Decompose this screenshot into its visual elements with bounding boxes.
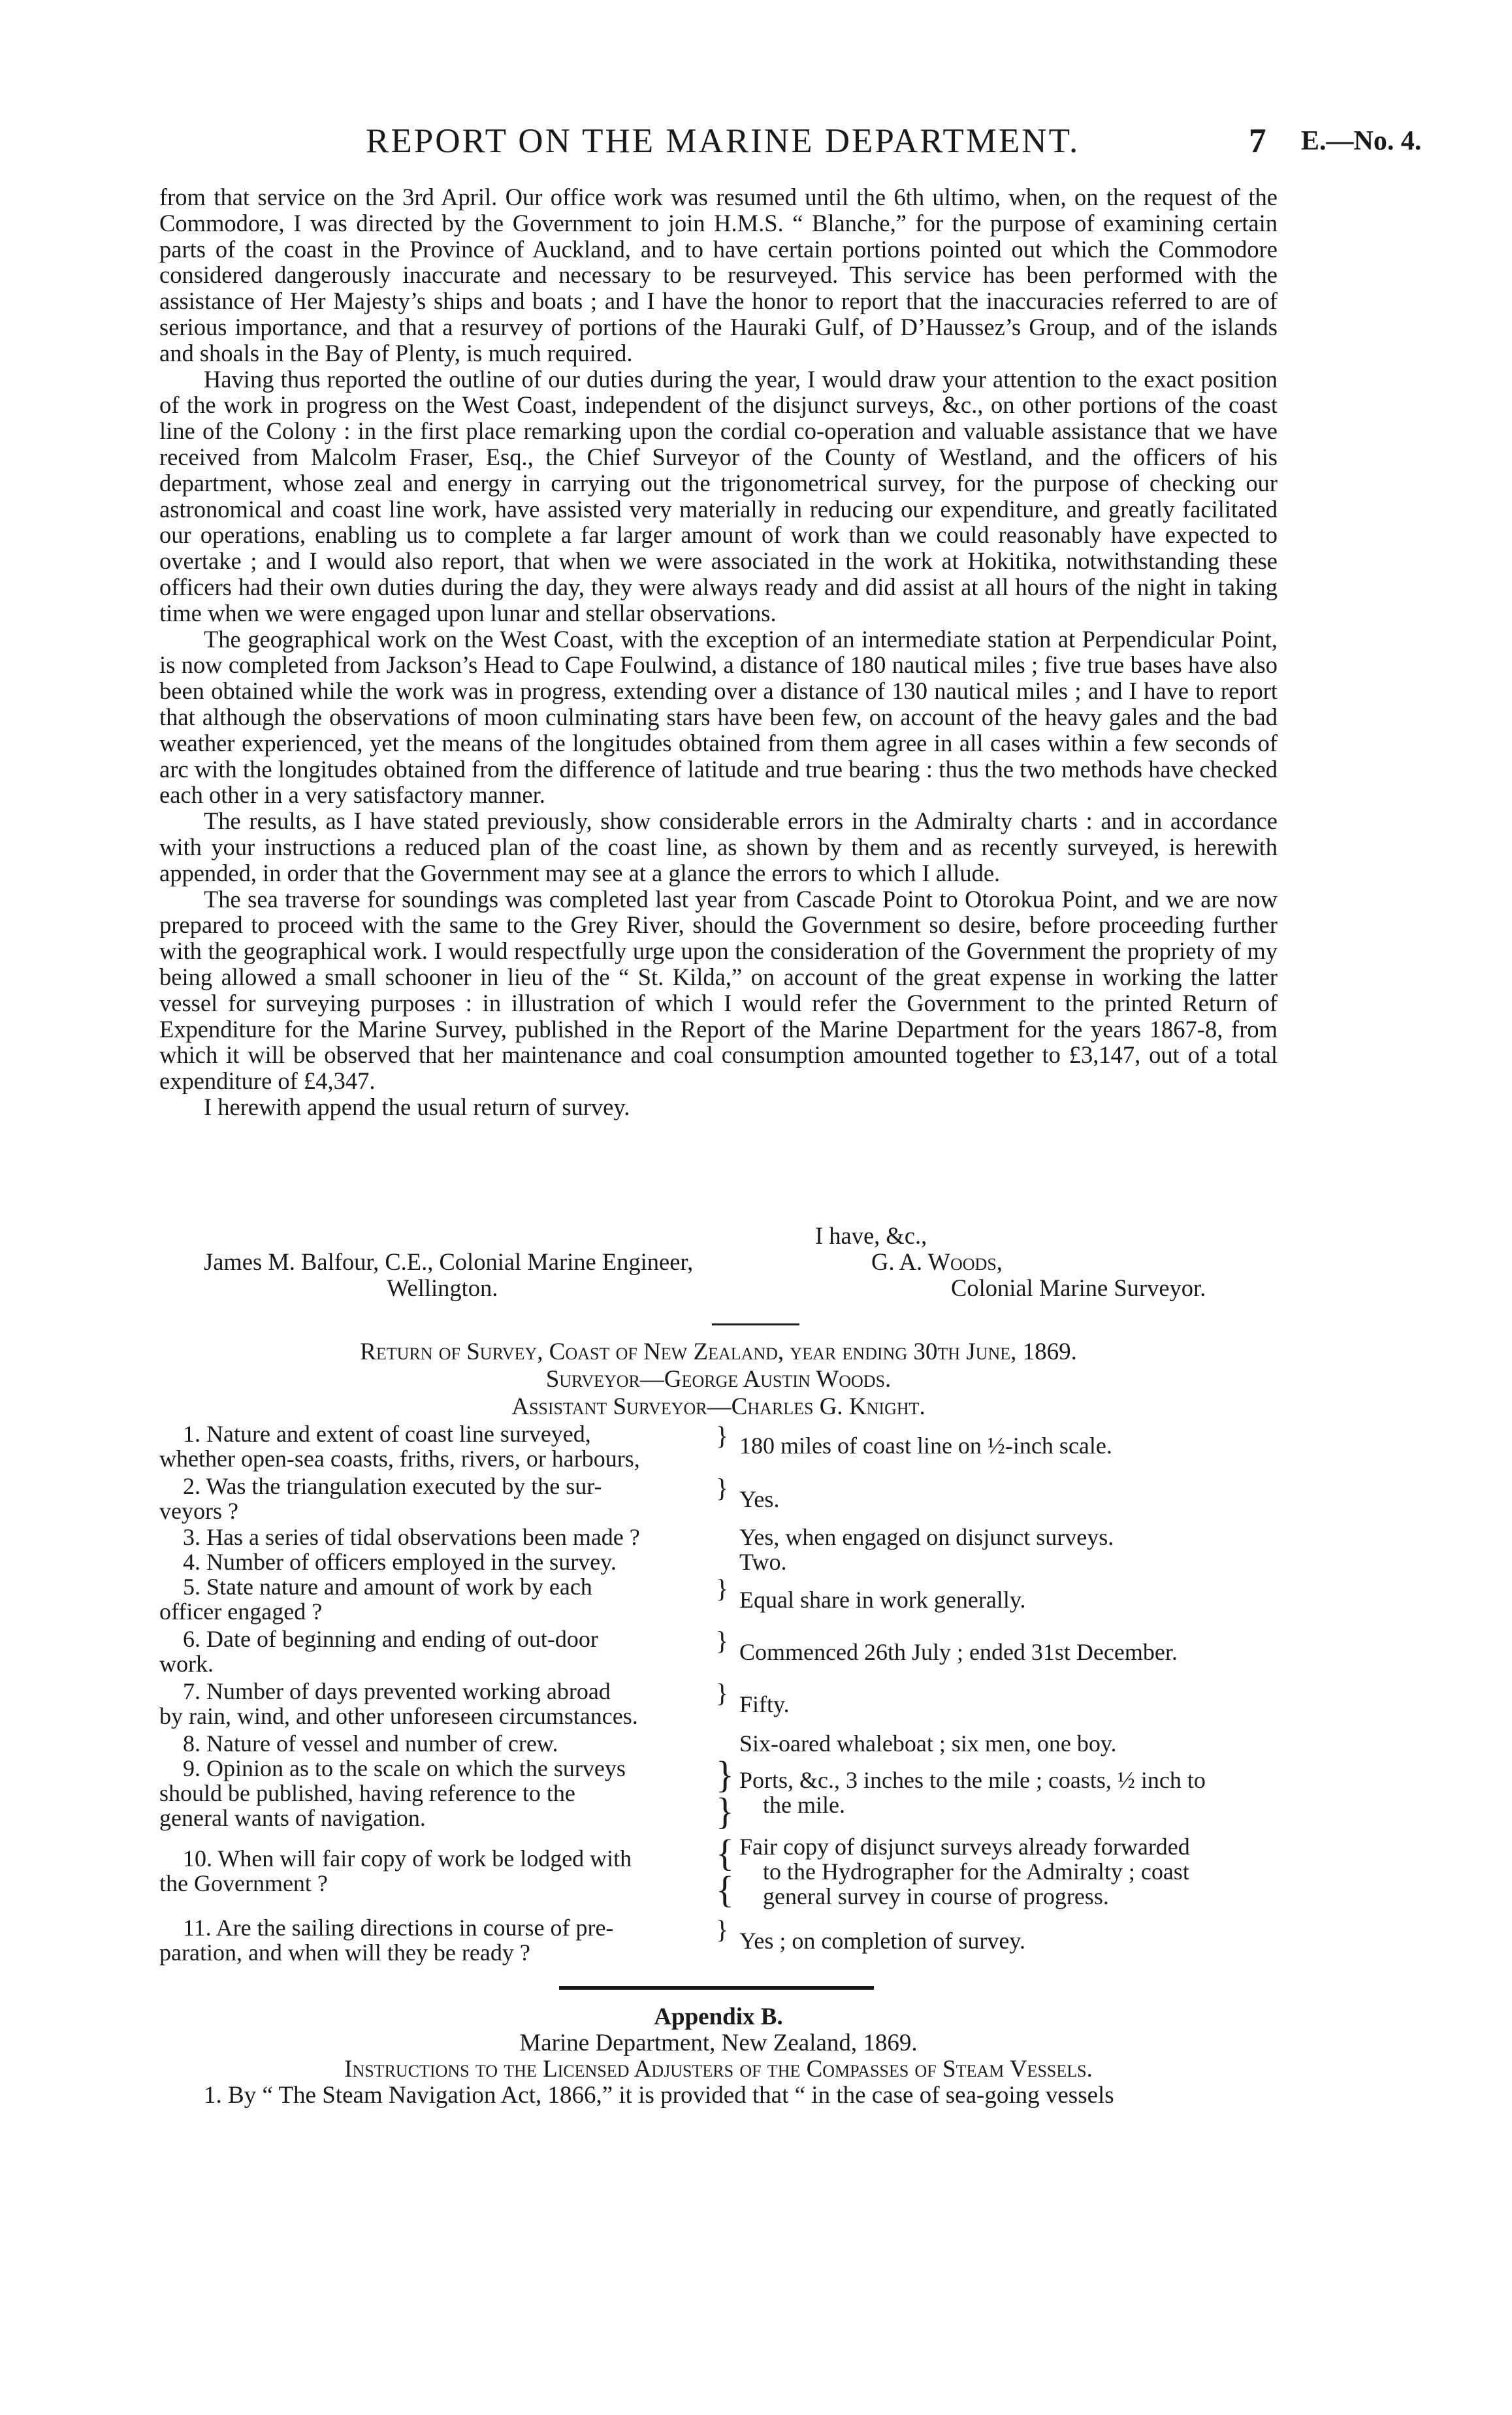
paragraph: The results, as I have stated previously, show considerable errors in the Admiralty charts : and in accordance with your instructions a reduced plan of the coast line, as shown by them and as recently surveyed, is herewith appended, in order that the Government may see at a glance the errors to which I allude. [159, 807, 1278, 886]
question: 6. Date of beginning and ending of out-door work. [159, 1626, 598, 1677]
divider [712, 1323, 799, 1325]
question: 5. State nature and amount of work by each officer engaged ? [159, 1574, 592, 1625]
question: 4. Number of officers employed in the survey. [183, 1549, 617, 1575]
answer: Fair copy of disjunct surveys already forwarded to the Hydrographer for the Admiralty ; coast general survey in course of progress. [739, 1834, 1190, 1909]
paragraph: The sea traverse for soundings was completed last year from Cascade Point to Otorokua Point, and we are now prepared to proceed with the same to the Grey River, should the Government so desire, before proceeding further with the geographical work. I would respectfully urge upon the consideration of the Government the propriety of my being allowed a small schooner in lieu of the “ St. Kilda,” on account of the great expense in working the latter vessel for surveying purposes : in illustration of which I would refer the Government to the printed Return of Expenditure for the Marine Survey, published in the Report of the Marine Department for the years 1867-8, from which it will be observed that her maintenance and coal consumption amounted together to £3,147, out of a total expenditure of £4,347. [159, 885, 1278, 1095]
answer: Fifty. [739, 1691, 790, 1717]
page-header [0, 122, 1512, 167]
brace-icon: } [716, 1753, 734, 1796]
appendix-first-line: 1. By “ The Steam Navigation Act, 1866,” it is provided that “ in the case of sea-going vessels [204, 2082, 1114, 2109]
signer-name: G. A. Woods, [871, 1248, 1003, 1275]
answer: Commenced 26th July ; ended 31st December. [739, 1639, 1178, 1665]
signer-title: Colonial Marine Surveyor. [951, 1274, 1206, 1301]
brace-icon: } [716, 1626, 729, 1655]
answer: 180 miles of coast line on ½-inch scale. [739, 1433, 1112, 1459]
return-surveyor: Surveyor—George Austin Woods. [545, 1366, 892, 1393]
answer: Yes ; on completion of survey. [739, 1928, 1025, 1954]
return-assistant: Assistant Surveyor—Charles G. Knight. [511, 1393, 925, 1420]
question: 1. Nature and extent of coast line surveyed, whether open-sea coasts, friths, rivers, or harbours, [159, 1421, 640, 1472]
section-divider [559, 1986, 874, 1990]
brace-icon: { [716, 1868, 734, 1911]
question: 8. Nature of vessel and number of crew. [183, 1730, 558, 1757]
question: 7. Number of days prevented working abroad by rain, wind, and other unforeseen circumstances. [159, 1678, 638, 1729]
document-reference: E.—No. 4. [1301, 126, 1422, 156]
page-number: 7 [1249, 122, 1266, 160]
paragraph: The geographical work on the West Coast, with the exception of an intermediate station at Perpendicular Point, is now completed from Jackson’s Head to Cape Foulwind, a distance of 180 nautical miles ; five true bases have also been obtained while the work was in progress, extending over a distance of 130 nautical miles ; and I have to report that although the observations of moon culminating stars have been few, on account of the heavy gales and the bad weather experienced, yet the means of the longitudes obtained from them agree in all cases within a few seconds of arc with the longitudes obtained from the difference of latitude and true bearing : thus the two methods have checked each other in a very satisfactory manner. [159, 625, 1278, 809]
question: 10. When will fair copy of work be lodged with the Government ? [159, 1845, 632, 1896]
paragraph: Having thus reported the outline of our duties during the year, I would draw your attention to the exact position of the work in progress on the West Coast, independent of the disjunct surveys, &c., on other portions of the coast line of the Colony : in the first place remarking upon the cordial co-operation and valuable assistance that we have received from Malcolm Fraser, Esq., the Chief Surveyor of the County of Westland, and the officers of his department, whose zeal and energy in carrying out the trigonometrical survey, for the purpose of checking our astronomical and coast line work, have assisted very materially in reducing our expenditure, and greatly facilitated our operations, enabling us to complete a far larger amount of work than we could reasonably have expected to overtake ; and I would also report, that when we were associated in the work at Hokitika, notwithstanding these officers had their own duties during the day, they were always ready and did assist at all hours of the night in taking time when we were engaged upon lunar and stellar observations. [159, 365, 1278, 626]
brace-icon: } [716, 1790, 734, 1832]
brace-icon: { [716, 1832, 734, 1874]
brace-icon: } [716, 1915, 729, 1944]
closing: I have, &c., [815, 1222, 927, 1249]
question: 2. Was the triangulation executed by the sur- veyors ? [159, 1473, 602, 1524]
brace-icon: } [716, 1473, 729, 1502]
return-title: Return of Survey, Coast of New Zealand, year ending 30th June, 1869. [360, 1338, 1077, 1365]
brace-icon: } [716, 1421, 729, 1450]
answer: Six-oared whaleboat ; six men, one boy. [739, 1730, 1117, 1757]
question: 9. Opinion as to the scale on which the surveys should be published, having reference to the general wants of navigation. [159, 1755, 626, 1831]
brace-icon: } [716, 1678, 729, 1708]
addressee-place: Wellington. [387, 1274, 498, 1301]
running-title: REPORT ON THE MARINE DEPARTMENT. [366, 122, 1080, 160]
answer: Yes, when engaged on disjunct surveys. [739, 1524, 1114, 1550]
question: 11. Are the sailing directions in course of pre- paration, and when will they be ready ? [159, 1915, 614, 1966]
signature-block [159, 1223, 1278, 1321]
paragraph: I herewith append the usual return of survey. [204, 1093, 630, 1120]
paragraph: from that service on the 3rd April. Our office work was resumed until the 6th ultimo, when, on the request of the Commodore, I was directed by the Government to join H.M.S. “ Blanche,” for the purpose of examining certain parts of the coast in the Province of Auckland, and to have certain portions pointed out which the Commodore considered dangerously inaccurate and necessary to be resurveyed. This service has been performed with the assistance of Her Majesty’s ships and boats ; and I have the honor to report that the inaccuracies referred to are of serious importance, and that a resurvey of portions of the Hauraki Gulf, of D’Haussez’s Group, and of the islands and shoals in the Bay of Plenty, is much required. [159, 184, 1278, 366]
appendix-instructions: Instructions to the Licensed Adjusters of the Compasses of Steam Vessels. [344, 2056, 1093, 2083]
answer: Equal share in work generally. [739, 1587, 1026, 1613]
answer: Yes. [739, 1486, 780, 1512]
appendix-heading: Appendix B. [654, 2003, 783, 2030]
question: 3. Has a series of tidal observations been made ? [183, 1524, 640, 1550]
answer: Ports, &c., 3 inches to the mile ; coasts, ½ inch to the mile. [739, 1767, 1206, 1818]
addressee: James M. Balfour, C.E., Colonial Marine Engineer, [204, 1248, 694, 1275]
appendix-subheading: Marine Department, New Zealand, 1869. [519, 2030, 918, 2056]
report-body [159, 184, 1278, 1120]
answer: Two. [739, 1549, 787, 1575]
brace-icon: } [716, 1574, 729, 1603]
